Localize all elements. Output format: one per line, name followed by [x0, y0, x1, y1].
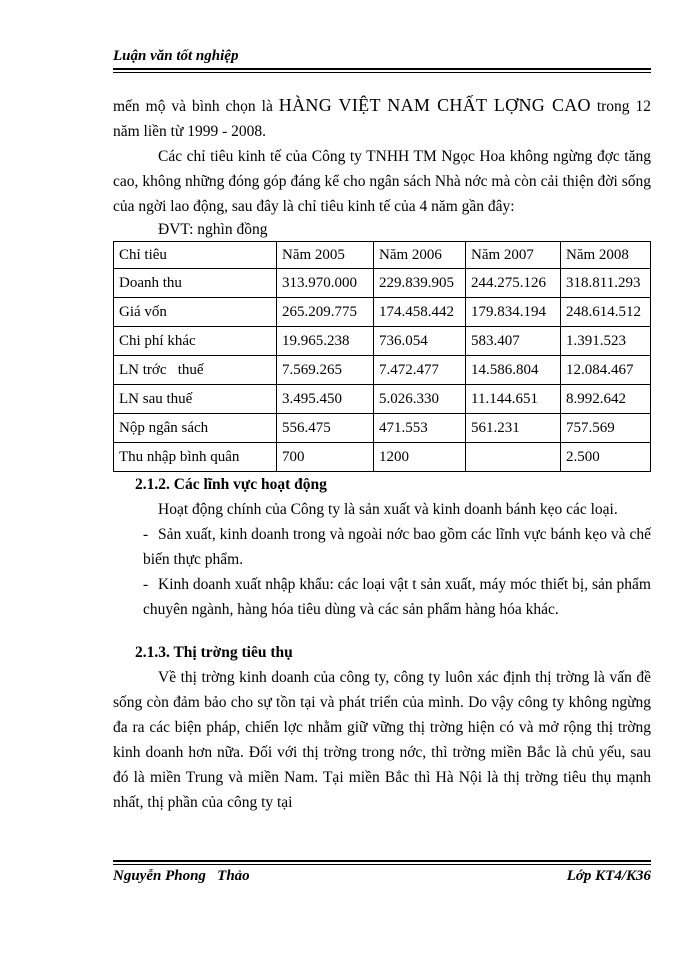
footer-rule-thin [113, 864, 651, 865]
table-cell: 736.054 [374, 327, 466, 356]
bullet-marker: - [143, 526, 149, 543]
table-cell: 229.839.905 [374, 269, 466, 298]
footer-class: Lớp KT4/K36 [566, 868, 651, 884]
table-header-cell: Chỉ tiêu [114, 242, 277, 269]
table-cell: Chi phí khác [114, 327, 277, 356]
table-cell: Nộp ngân sách [114, 414, 277, 443]
section-heading-2-1-2: 2.1.2. Các lĩnh vực hoạt động [135, 476, 327, 493]
table-cell: 757.569 [561, 414, 651, 443]
economic-indicators-table [113, 241, 651, 472]
footer-rule-thick [113, 860, 651, 862]
table-row [114, 298, 651, 327]
table-cell: LN trớc thuế [114, 356, 277, 385]
table-cell: Doanh thu [114, 269, 277, 298]
bullet-marker: - [143, 576, 149, 593]
section-heading-2-1-3: 2.1.3. Thị trờng tiêu thụ [135, 644, 293, 661]
market-paragraph: Về thị trờng kinh doanh của công ty, công ty luôn xác định thị trờng là vấn đề sống còn đảm bảo cho sự tồn tại và phát triển của mình. Do vậy công ty không ngừng đa ra các biện pháp, chiến lợc nhằm giữ vững thị trờng hiện có và mở rộng thị trờng kinh doanh hơn nữa. Đối với thị trờng trong nớc, thì trờng miền Bắc là chủ yếu, sau đó là miền Trung và miền Nam. Tại miền Bắc thì Hà Nội là thị trờng tiêu thụ mạnh nhất, thị phần của công ty tại [113, 669, 651, 811]
table-row [114, 385, 651, 414]
table-cell: 313.970.000 [277, 269, 374, 298]
footer-author: Nguyễn Phong Thảo [113, 868, 250, 884]
table-cell: 1.391.523 [561, 327, 651, 356]
header-title: Luận văn tốt nghiệp [113, 48, 239, 64]
table-cell: 7.569.265 [277, 356, 374, 385]
header-rule-thick [113, 68, 651, 70]
table-row [114, 414, 651, 443]
table-row [114, 269, 651, 298]
table-cell: 318.811.293 [561, 269, 651, 298]
list-item: - Kinh doanh xuất nhập khẩu: các loại vật t sản xuất, máy móc thiết bị, sản phẩm chuyên ngành, hàng hóa tiêu dùng và các sản phẩm hàng hóa khác. [113, 572, 651, 622]
activities-paragraph: Hoạt động chính của Công ty là sản xuất và kinh doanh bánh kẹo các loại. [158, 501, 618, 518]
table-cell: 11.144.651 [466, 385, 561, 414]
table-header-row [114, 242, 651, 269]
table-row [114, 356, 651, 385]
table-cell: 244.275.126 [466, 269, 561, 298]
table-cell: 556.475 [277, 414, 374, 443]
table-cell: LN sau thuế [114, 385, 277, 414]
table-header-cell: Năm 2005 [277, 242, 374, 269]
table-row [114, 443, 651, 472]
table-cell: 3.495.450 [277, 385, 374, 414]
table-cell: 12.084.467 [561, 356, 651, 385]
page-body [113, 93, 651, 815]
table-cell: 583.407 [466, 327, 561, 356]
table-cell: 19.965.238 [277, 327, 374, 356]
table-cell: 1200 [374, 443, 466, 472]
list-item: - Sản xuất, kinh doanh trong và ngoài nớc bao gồm các lĩnh vực bánh kẹo và chế biến thực phẩm. [113, 522, 651, 572]
table-cell: 8.992.642 [561, 385, 651, 414]
table-cell: 265.209.775 [277, 298, 374, 327]
table-header-cell: Năm 2006 [374, 242, 466, 269]
table-header-cell: Năm 2007 [466, 242, 561, 269]
table-cell: 248.614.512 [561, 298, 651, 327]
economic-indicators-paragraph: Các chỉ tiêu kinh tế của Công ty TNHH TM Ngọc Hoa không ngừng đợc tăng cao, không những đóng góp đáng kể cho ngân sách Nhà nớc mà còn cải thiện đời sống của ngời lao động, sau đây là chỉ tiêu kinh tế của 4 năm gần đây: [113, 148, 651, 215]
table-cell: 179.834.194 [466, 298, 561, 327]
table-cell: 561.231 [466, 414, 561, 443]
table-header-cell: Năm 2008 [561, 242, 651, 269]
table-cell: 700 [277, 443, 374, 472]
table-cell: 5.026.330 [374, 385, 466, 414]
unit-label: ĐVT: nghìn đồng [158, 221, 268, 238]
intro-paragraph: mến mộ và bình chọn là HÀNG VIỆT NAM CHẤT LỢNG CAO trong 12 năm liền từ 1999 - 2008. [113, 95, 652, 140]
table-cell: 174.458.442 [374, 298, 466, 327]
table-cell [466, 443, 561, 472]
brand-award: HÀNG VIỆT NAM CHẤT LỢNG CAO [278, 95, 591, 115]
table-cell: 471.553 [374, 414, 466, 443]
table-cell: Giá vốn [114, 298, 277, 327]
table-row [114, 327, 651, 356]
table-cell: 7.472.477 [374, 356, 466, 385]
header-rule-thin [113, 72, 651, 73]
table-cell: 2.500 [561, 443, 651, 472]
table-cell: Thu nhập bình quân [114, 443, 277, 472]
table-cell: 14.586.804 [466, 356, 561, 385]
